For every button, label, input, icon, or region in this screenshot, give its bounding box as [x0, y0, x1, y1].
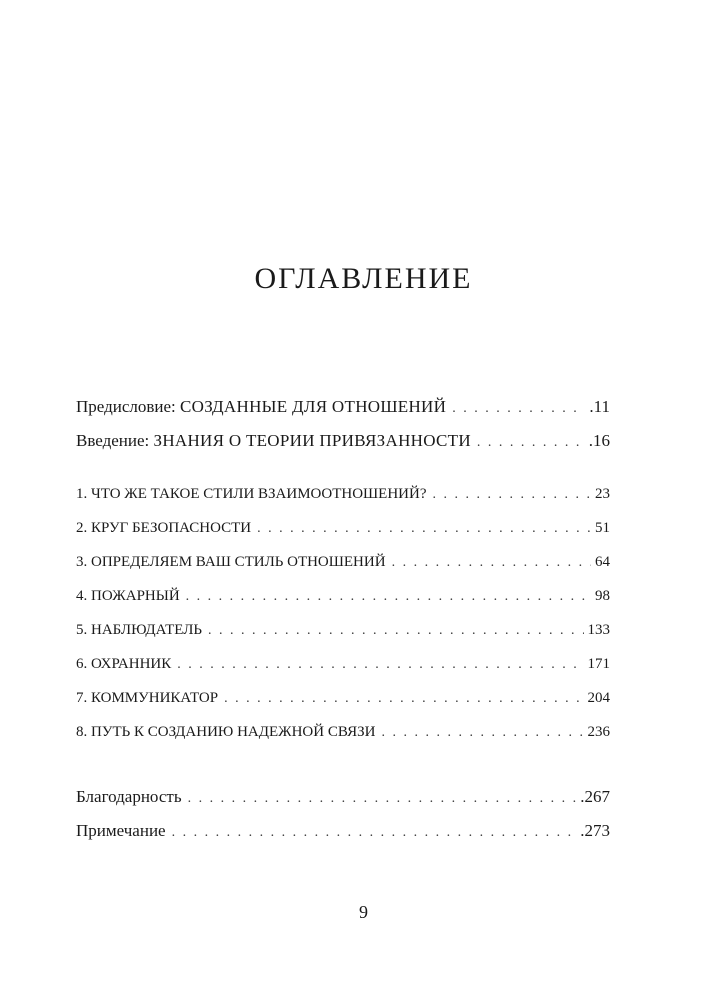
- dot-leader: [257, 512, 591, 546]
- toc-entry-title: 3. ОПРЕДЕЛЯЕМ ВАШ СТИЛЬ ОТНОШЕНИЙ: [76, 554, 386, 570]
- toc-entry-acknowledgements: [76, 780, 610, 814]
- toc-entry-chapter-7: [76, 681, 610, 715]
- toc-entry-page: 98: [595, 588, 610, 604]
- dot-leader: [477, 426, 585, 460]
- toc-entry-chapter-3: [76, 545, 610, 579]
- toc-entry-page: 236: [587, 724, 610, 740]
- dot-leader: [381, 716, 583, 750]
- toc-entry-page: 133: [587, 622, 610, 638]
- toc-chapters: [76, 477, 610, 749]
- dot-leader: [172, 816, 577, 850]
- toc-entry-introduction: [76, 424, 610, 458]
- toc-entry-notes: [76, 814, 610, 848]
- dot-leader: [208, 614, 583, 648]
- page-title: ОГЛАВЛЕНИЕ: [254, 262, 473, 295]
- dot-leader: [433, 478, 592, 512]
- dot-leader: [392, 546, 591, 580]
- toc-entry-page: 23: [595, 486, 610, 502]
- dot-leader: [177, 648, 583, 682]
- toc-entry-page: .273: [580, 821, 610, 840]
- dot-leader: [188, 782, 577, 816]
- toc-back-matter: [76, 780, 610, 848]
- toc-entry-title: 8. ПУТЬ К СОЗДАНИЮ НАДЕЖНОЙ СВЯЗИ: [76, 724, 376, 740]
- toc-front-matter: [76, 390, 610, 458]
- toc-entry-prefix: Предисловие:: [76, 397, 181, 416]
- toc-entry-title: 6. ОХРАННИК: [76, 656, 172, 672]
- toc-entry-title: СОЗДАННЫЕ ДЛЯ ОТНОШЕНИЙ: [180, 397, 447, 416]
- dot-leader: [224, 682, 583, 716]
- toc-entry-title: 7. КОММУНИКАТОР: [76, 690, 219, 706]
- toc-entry-chapter-1: [76, 477, 610, 511]
- toc-entry-chapter-4: [76, 579, 610, 613]
- toc-entry-title: 4. ПОЖАРНЫЙ: [76, 588, 180, 604]
- toc-entry-chapter-8: [76, 715, 610, 749]
- toc-entry-page: .267: [580, 787, 610, 806]
- toc-entry-title: 1. ЧТО ЖЕ ТАКОЕ СТИЛИ ВЗАИМООТНОШЕНИЙ?: [76, 486, 427, 502]
- toc-entry-page: 204: [587, 690, 610, 706]
- toc-entry-title: 5. НАБЛЮДАТЕЛЬ: [76, 622, 203, 638]
- toc-entry-chapter-6: [76, 647, 610, 681]
- toc-entry-title: Примечание: [76, 821, 166, 840]
- toc-entry-title: Благодарность: [76, 787, 182, 806]
- page-number: 9: [359, 902, 368, 922]
- toc-entry-page: 171: [587, 656, 610, 672]
- dot-leader: [186, 580, 591, 614]
- toc-entry-chapter-5: [76, 613, 610, 647]
- toc-entry-prefix: Введение:: [76, 431, 154, 450]
- toc-entry-title: 2. КРУГ БЕЗОПАСНОСТИ: [76, 520, 252, 536]
- toc-entry-page: 51: [595, 520, 610, 536]
- toc-entry-page: .11: [589, 397, 610, 416]
- toc-entry-preface: [76, 390, 610, 424]
- toc-entry-page: .16: [588, 431, 610, 450]
- toc-entry-page: 64: [595, 554, 610, 570]
- dot-leader: [452, 392, 585, 426]
- toc-entry-title: ЗНАНИЯ О ТЕОРИИ ПРИВЯЗАННОСТИ: [153, 431, 471, 450]
- toc-entry-chapter-2: [76, 511, 610, 545]
